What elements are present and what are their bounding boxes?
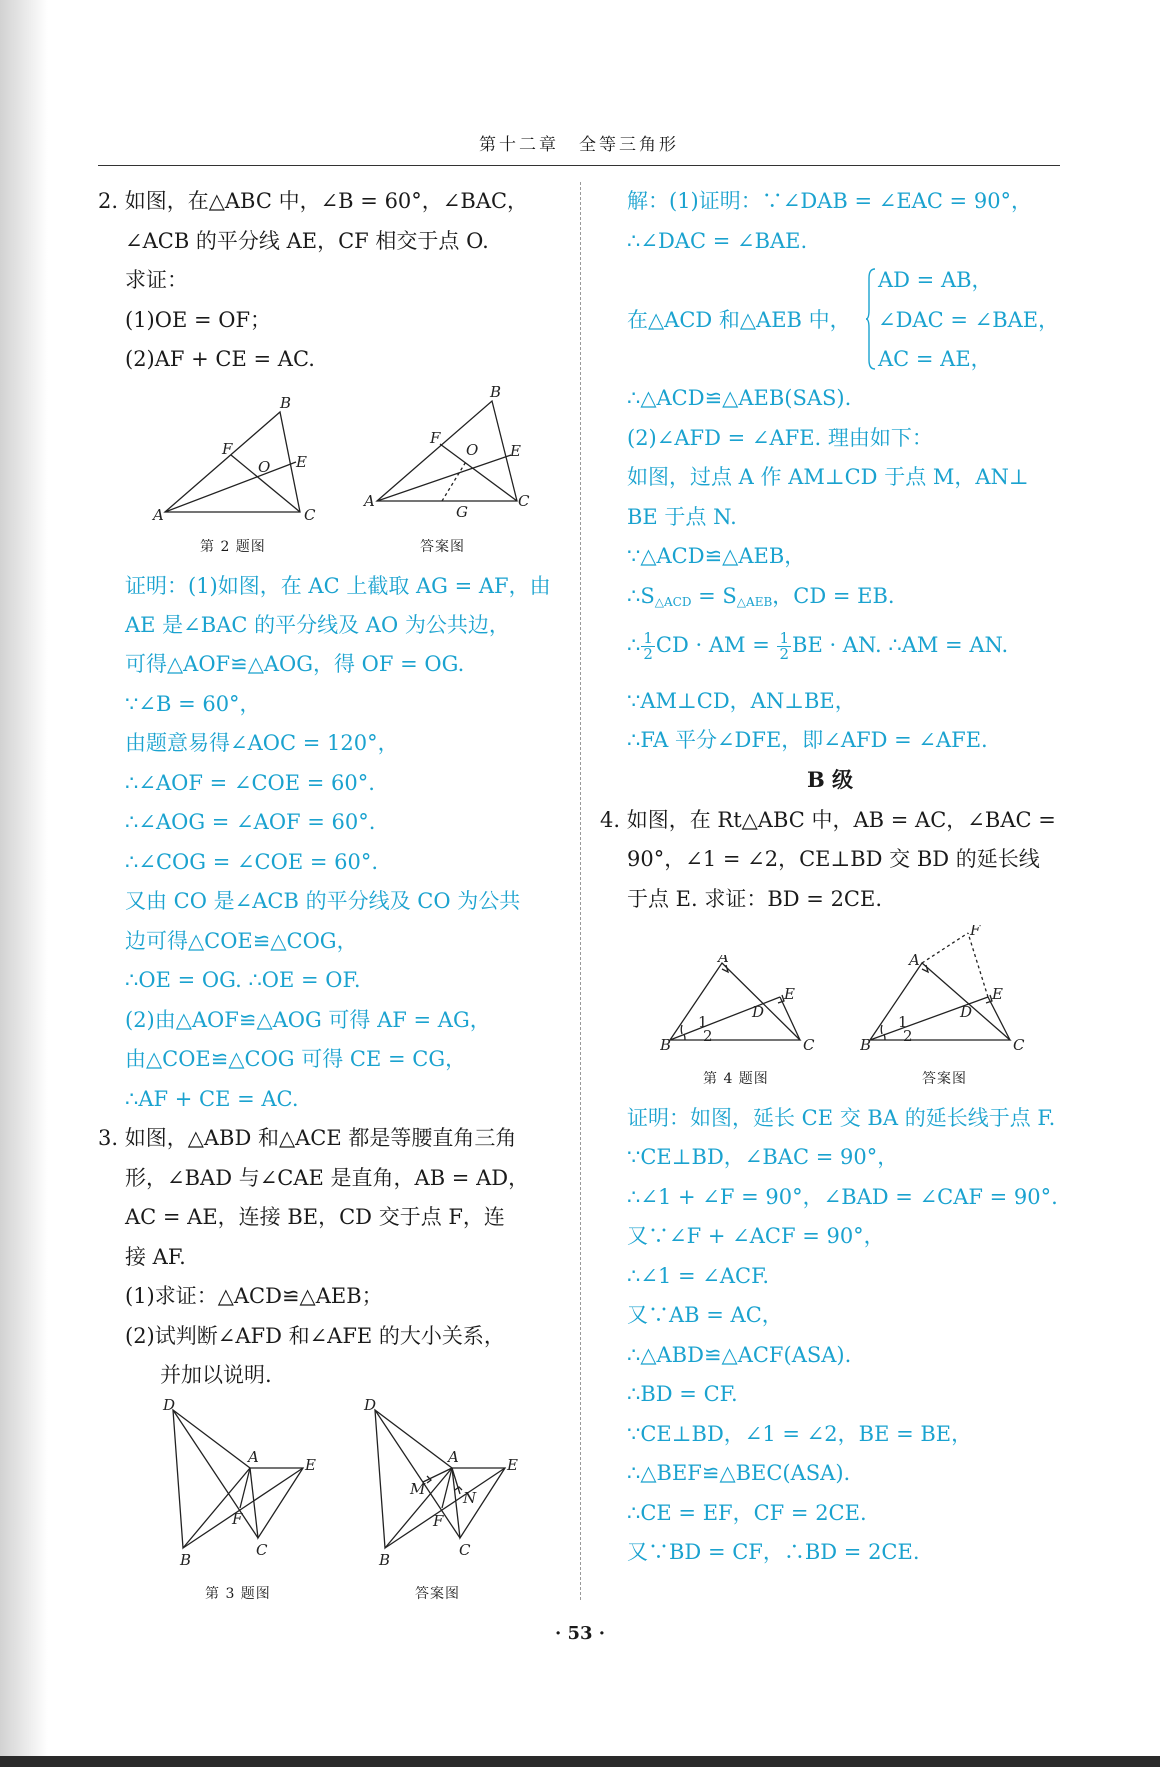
figure-label: 2	[703, 1027, 713, 1045]
problem-line: 接 AF.	[125, 1245, 186, 1269]
solution-line: AD = AB，	[878, 268, 993, 292]
proof-line: 边可得△COE≌△COG，	[125, 929, 358, 953]
proof-line: (2)由△AOF≌△AOG 可得 AF = AG，	[125, 1008, 491, 1032]
problem-line: 90°，∠1 = ∠2，CE⊥BD 交 BD 的延长线	[627, 847, 1040, 871]
proof-line: 又∵AB = AC，	[627, 1303, 783, 1327]
proof-line: ∴∠COG = ∠COE = 60°.	[125, 850, 379, 874]
solution-line: ∵△ACD≌△AEB，	[627, 544, 806, 568]
figure-label: F	[433, 1512, 444, 1530]
figure-label: F	[970, 925, 981, 939]
figure-label: 2	[903, 1027, 913, 1045]
figure-caption: 第 2 题图	[200, 539, 266, 555]
figure-label: E	[784, 985, 795, 1003]
problem-line: (2)AF + CE = AC.	[125, 347, 315, 371]
figure-label: M	[410, 1480, 426, 1498]
figure-label: B	[490, 383, 502, 401]
figure-label: D	[364, 1398, 377, 1414]
figure-caption: 第 4 题图	[703, 1071, 769, 1087]
header-rule	[98, 165, 1060, 166]
proof-line: ∴CE = EF，CF = 2CE.	[627, 1501, 867, 1525]
proof-line: ∴△ABD≌△ACF(ASA).	[627, 1343, 852, 1367]
proof-line: 由△COE≌△COG 可得 CE = CG，	[125, 1047, 467, 1071]
solution-line: 如图，过点 A 作 AM⊥CD 于点 M，AN⊥	[627, 465, 1029, 489]
solution-line	[627, 576, 895, 616]
proof-line: 又∵∠F + ∠ACF = 90°，	[627, 1224, 885, 1248]
figure-label: A	[718, 955, 729, 966]
subscript: △AEB	[736, 595, 773, 609]
figure-label: A	[248, 1448, 259, 1466]
fraction	[641, 631, 655, 662]
figure-label: E	[992, 985, 1003, 1003]
proof-line: ∵∠B = 60°，	[125, 692, 261, 716]
denominator: 2	[779, 645, 790, 663]
figure-caption: 第 3 题图	[205, 1586, 271, 1602]
figure-label: B	[180, 1551, 192, 1569]
figure-label: B	[379, 1551, 391, 1569]
figure-label: C	[1013, 1036, 1025, 1054]
figure-label: D	[752, 1003, 765, 1021]
figure-label: B	[660, 1036, 672, 1054]
figure-label: E	[510, 442, 521, 460]
answer-figure-problem-4	[860, 925, 1035, 1059]
solution-line: 解：(1)证明：∵∠DAB = ∠EAC = 90°，	[627, 189, 1033, 213]
solution-line: AC = AE，	[878, 347, 992, 371]
problem-line: 求证：	[125, 268, 188, 292]
solution-line: ∴△ACD≌△AEB(SAS).	[627, 386, 852, 410]
solution-line: ∴FA 平分∠DFE，即∠AFD = ∠AFE.	[627, 728, 988, 752]
proof-line: ∴BD = CF.	[627, 1382, 738, 1406]
problem-line: 并加以说明.	[160, 1363, 272, 1387]
proof-line: 又∵BD = CF，∴BD = 2CE.	[627, 1540, 920, 1564]
figure-label: O	[466, 441, 479, 459]
column-divider	[580, 182, 581, 1600]
solution-line: ∴∠DAC = ∠BAE.	[627, 229, 808, 253]
figure-label: N	[463, 1489, 477, 1507]
proof-line: ∵CE⊥BD，∠1 = ∠2，BE = BE，	[627, 1422, 973, 1446]
proof-line: 证明：如图，延长 CE 交 BA 的延长线于点 F.	[627, 1106, 1056, 1130]
text: ∴S	[627, 584, 655, 608]
problem-line: (2)试判断∠AFD 和∠AFE 的大小关系，	[125, 1324, 505, 1348]
level-heading: B 级	[806, 767, 854, 792]
fraction	[777, 631, 791, 662]
proof-line: ∴△BEF≌△BEC(ASA).	[627, 1461, 851, 1485]
system-brace	[866, 268, 876, 370]
figure-label: D	[163, 1398, 176, 1414]
solution-line: ∠DAC = ∠BAE，	[878, 308, 1060, 332]
figure-label: F	[430, 429, 441, 447]
figure-problem-3	[158, 1398, 328, 1577]
figure-label: D	[960, 1003, 973, 1021]
proof-line: ∴∠AOF = ∠COE = 60°.	[125, 771, 375, 795]
solution-line	[627, 625, 1008, 665]
figure-label: G	[456, 503, 468, 521]
proof-line: ∴OE = OG. ∴OE = OF.	[125, 968, 361, 992]
figure-label: A	[364, 492, 375, 510]
figure-label: 1	[698, 1013, 708, 1031]
figure-label: F	[232, 1510, 243, 1528]
problem-line: 3. 如图，△ABD 和△ACE 都是等腰直角三角	[98, 1126, 517, 1150]
bottom-bar	[0, 1756, 1160, 1767]
proof-line: ∴∠1 = ∠ACF.	[627, 1264, 770, 1288]
answer-figure-problem-3	[355, 1398, 530, 1577]
figure-label: A	[153, 506, 164, 524]
figure-label: B	[860, 1036, 872, 1054]
answer-figure-problem-2	[362, 383, 537, 527]
problem-line: 4. 如图，在 Rt△ABC 中，AB = AC，∠BAC =	[600, 808, 1056, 832]
proof-line: 又由 CO 是∠ACB 的平分线及 CO 为公共	[125, 889, 521, 913]
proof-line: AE 是∠BAC 的平分线及 AO 为公共边，	[125, 613, 510, 637]
figure-label: C	[304, 506, 316, 524]
proof-line: ∵CE⊥BD，∠BAC = 90°，	[627, 1145, 899, 1169]
solution-line: (2)∠AFD = ∠AFE. 理由如下：	[627, 426, 933, 450]
problem-line: 形，∠BAD 与∠CAE 是直角，AB = AD，	[125, 1166, 530, 1190]
figure-label: C	[518, 492, 530, 510]
problem-line: (1)求证：△ACD≌△AEB；	[125, 1284, 383, 1308]
figure-label: O	[258, 458, 271, 476]
figure-label: F	[222, 440, 233, 458]
proof-line: ∴∠1 + ∠F = 90°，∠BAD = ∠CAF = 90°.	[627, 1185, 1058, 1209]
text: = S	[691, 584, 737, 608]
figure-problem-4	[660, 955, 830, 1059]
figure-label: B	[280, 394, 292, 412]
problem-line: 2. 如图，在△ABC 中，∠B = 60°，∠BAC，	[98, 189, 529, 213]
subscript: △ACD	[654, 595, 692, 609]
figure-label: A	[909, 951, 920, 969]
page-edge-shadow	[0, 0, 48, 1767]
figure-label: C	[459, 1541, 471, 1559]
answer-caption: 答案图	[922, 1071, 967, 1087]
problem-line: 于点 E. 求证：BD = 2CE.	[627, 887, 883, 911]
figure-label: A	[448, 1448, 459, 1466]
figure-label: E	[296, 453, 307, 471]
text: ，CD = EB.	[772, 584, 895, 608]
solution-line: ∵AM⊥CD，AN⊥BE，	[627, 689, 856, 713]
text: ∴	[627, 633, 641, 657]
figure-label: C	[256, 1541, 268, 1559]
text: BE · AN. ∴AM = AN.	[792, 633, 1009, 657]
figure-label: 1	[898, 1013, 908, 1031]
figure-problem-2	[150, 392, 320, 531]
problem-line: (1)OE = OF；	[125, 308, 272, 332]
numerator: 1	[643, 629, 653, 647]
problem-line: ∠ACB 的平分线 AE，CF 相交于点 O.	[125, 229, 489, 253]
figure-label: C	[803, 1036, 815, 1054]
problem-line: AC = AE，连接 BE，CD 交于点 F，连	[125, 1205, 505, 1229]
proof-line: ∴AF + CE = AC.	[125, 1087, 299, 1111]
answer-caption: 答案图	[420, 539, 465, 555]
proof-line: 可得△AOF≌△AOG，得 OF = OG.	[125, 652, 465, 676]
numerator: 1	[779, 629, 790, 647]
answer-caption: 答案图	[415, 1586, 460, 1602]
proof-line: 证明：(1)如图，在 AC 上截取 AG = AF，由	[125, 574, 551, 598]
solution-line: 在△ACD 和△AEB 中，	[627, 308, 851, 332]
chapter-header: 第十二章 全等三角形	[479, 135, 679, 155]
proof-line: ∴∠AOG = ∠AOF = 60°.	[125, 810, 376, 834]
solution-line: BE 于点 N.	[627, 505, 737, 529]
proof-line: 由题意易得∠AOC = 120°，	[125, 731, 399, 755]
figure-label: E	[305, 1456, 316, 1474]
page-number: · 53 ·	[554, 1623, 606, 1644]
figure-label: E	[507, 1456, 518, 1474]
denominator: 2	[643, 645, 653, 663]
text: CD · AM =	[655, 633, 777, 657]
